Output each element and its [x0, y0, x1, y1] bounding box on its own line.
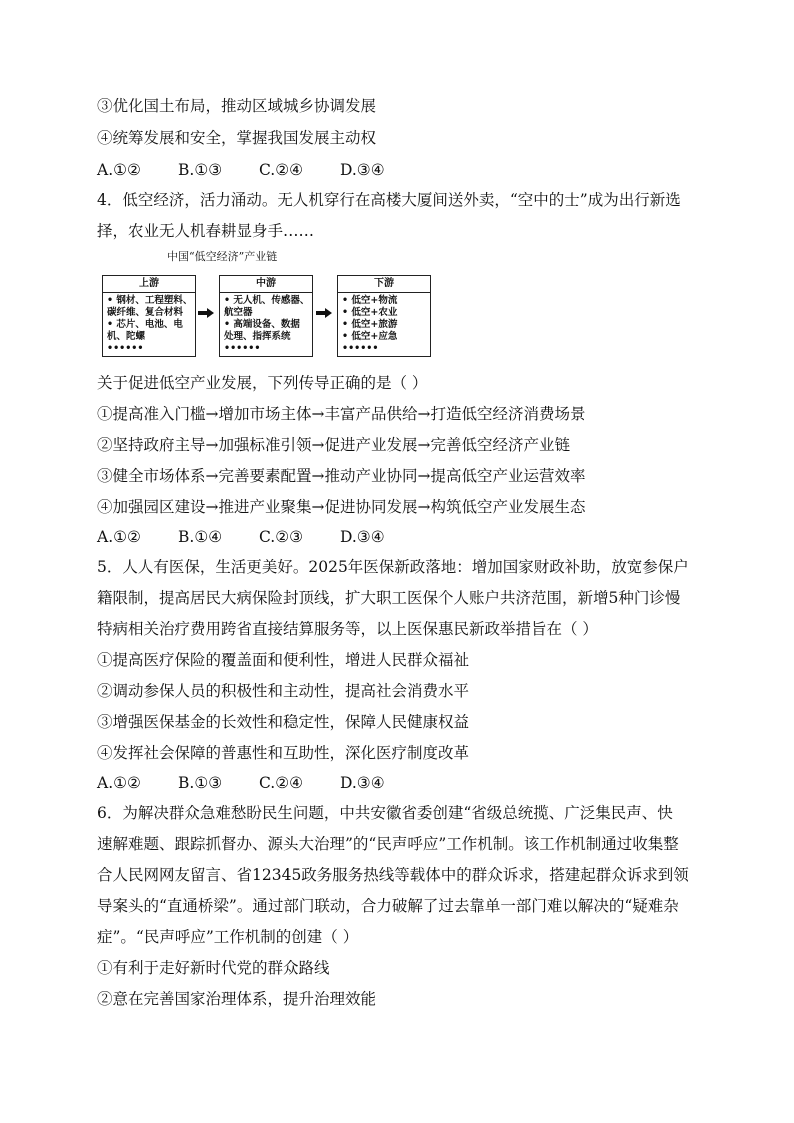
midstream-box — [219, 275, 313, 357]
upstream-item: 碳纤维、复合材料 — [107, 307, 184, 318]
q6-stem-3: 合人民网网友留言、省12345政务服务热线等载体中的群众诉求，搭建起群众诉求到领 — [97, 866, 689, 884]
q5-answer-options — [97, 773, 385, 793]
q5-stem-1: 5．人人有医保，生活更美好。2025年医保新政落地：增加国家财政补助，放宽参保户 — [97, 558, 689, 576]
option-b[interactable]: B.①③ — [178, 774, 223, 792]
midstream-item: • 高端设备、数据 — [224, 319, 300, 330]
option-c[interactable]: C.②③ — [259, 528, 304, 546]
downstream-item: • 低空+旅游 — [342, 319, 398, 330]
option-line-3: ③优化国土布局，推动区域城乡协调发展 — [97, 97, 377, 115]
q4-item-4: ④加强园区建设→推进产业聚集→促进协同发展→构筑低空产业发展生态 — [97, 498, 586, 516]
option-b[interactable]: B.①③ — [178, 161, 223, 179]
diagram-title: 中国“低空经济”产业链 — [167, 250, 278, 263]
q4-question: 关于促进低空产业发展，下列传导正确的是（ ） — [97, 374, 428, 392]
upstream-item: 机、陀螺 — [107, 331, 146, 342]
option-b[interactable]: B.①④ — [178, 528, 223, 546]
upstream-item: • 钢材、工程塑料、 — [107, 295, 193, 306]
option-d[interactable]: D.③④ — [340, 528, 385, 546]
downstream-item: • 低空+物流 — [342, 295, 398, 306]
q4-item-2: ②坚持政府主导→加强标准引领→促进产业发展→完善低空经济产业链 — [97, 436, 570, 454]
q4-item-1: ①提高准入门槛→增加市场主体→丰富产品供给→打造低空经济消费场景 — [97, 405, 586, 423]
q4-item-3: ③健全市场体系→完善要素配置→推动产业协同→提高低空产业运营效率 — [97, 467, 586, 485]
option-d[interactable]: D.③④ — [340, 774, 385, 792]
arrow-right-icon — [316, 308, 332, 318]
option-line-4: ④统筹发展和安全，掌握我国发展主动权 — [97, 129, 377, 147]
option-d[interactable]: D.③④ — [340, 161, 385, 179]
q6-stem-2: 速解难题、跟踪抓督办、源头大治理”的“民声呼应”工作机制。该工作机制通过收集整 — [97, 835, 679, 853]
q5-item-2: ②调动参保人员的积极性和主动性，提高社会消费水平 — [97, 682, 470, 700]
q4-stem-1: 4．低空经济，活力涌动。无人机穿行在高楼大厦间送外卖，“空中的士”成为出行新选 — [97, 191, 681, 209]
q5-stem-3: 特病相关治疗费用跨省直接结算服务等，以上医保惠民新政举措旨在（ ） — [97, 620, 598, 638]
upstream-head: 上游 — [103, 276, 195, 293]
midstream-item: •••••• — [224, 343, 261, 354]
q6-stem-1: 6．为解决群众急难愁盼民生问题，中共安徽省委创建“省级总统揽、广泛集民声、快 — [97, 804, 673, 822]
downstream-head: 下游 — [338, 276, 430, 293]
q4-stem-2: 择，农业无人机春耕显身手…… — [97, 222, 315, 240]
midstream-head: 中游 — [220, 276, 312, 293]
q6-item-2: ②意在完善国家治理体系，提升治理效能 — [97, 990, 377, 1008]
upstream-box — [102, 275, 196, 357]
midstream-item: 航空器 — [224, 307, 253, 318]
downstream-box — [337, 275, 431, 357]
option-a[interactable]: A.①② — [97, 528, 141, 546]
q5-item-1: ①提高医疗保险的覆盖面和便利性，增进人民群众福祉 — [97, 651, 470, 669]
q6-stem-4: 导案头的“直通桥梁”。通过部门联动，合力破解了过去靠单一部门难以解决的“疑难杂 — [97, 897, 679, 915]
q4-answer-options — [97, 527, 385, 547]
option-a[interactable]: A.①② — [97, 161, 141, 179]
option-a[interactable]: A.①② — [97, 774, 141, 792]
option-c[interactable]: C.②④ — [259, 161, 304, 179]
industry-chain-diagram — [97, 248, 437, 358]
upstream-item: • 芯片、电池、电 — [107, 319, 183, 330]
q5-item-4: ④发挥社会保障的普惠性和互助性，深化医疗制度改革 — [97, 744, 470, 762]
q6-stem-5: 症”。“民声呼应”工作机制的创建（ ） — [97, 928, 359, 946]
downstream-item: •••••• — [342, 343, 379, 354]
answer-options — [97, 160, 385, 180]
q5-item-3: ③增强医保基金的长效性和稳定性，保障人民健康权益 — [97, 713, 470, 731]
downstream-item: • 低空+农业 — [342, 307, 398, 318]
arrow-right-icon — [198, 308, 214, 318]
q6-item-1: ①有利于走好新时代党的群众路线 — [97, 959, 330, 977]
q5-stem-2: 籍限制，提高居民大病保险封顶线，扩大职工医保个人账户共济范围，新增5种门诊慢 — [97, 589, 681, 607]
downstream-item: • 低空+应急 — [342, 331, 398, 342]
upstream-item: •••••• — [107, 343, 144, 354]
option-c[interactable]: C.②④ — [259, 774, 304, 792]
midstream-item: • 无人机、传感器、 — [224, 295, 310, 306]
midstream-item: 处理、指挥系统 — [224, 331, 291, 342]
